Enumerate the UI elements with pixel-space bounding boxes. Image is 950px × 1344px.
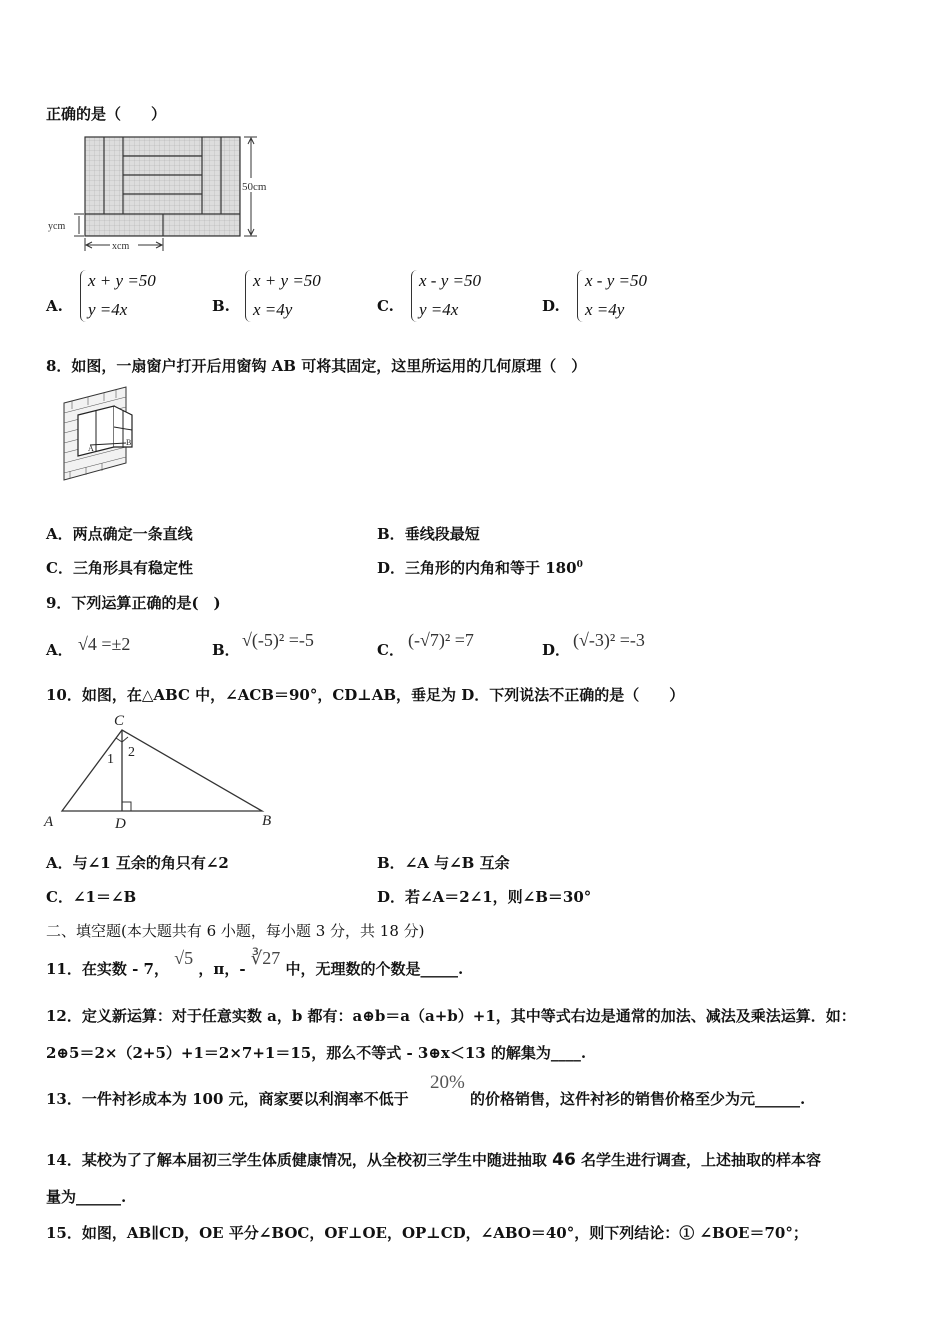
q8-figure-window [60,385,142,482]
q7-option-a-brace [80,270,86,322]
q7-option-c-eq1: x - y =50 [419,271,481,290]
q7-option-a-eq2: y =4x [88,300,128,319]
q13-prefix: 13．一件衬衫成本为 100 元，商家要以利润率不低于 [46,1090,409,1108]
q12-line1: 12．定义新运算：对于任意实数 a，b 都有：a⊕b＝a（a+b）+1，其中等式右边是通常的加法、减法及乘法运算．如： [46,1007,856,1025]
q9-option-a-letter[interactable]: A． [46,641,73,659]
q9-option-d-letter[interactable]: D． [542,641,571,659]
q8-stem: 8．如图，一扇窗户打开后用窗钩 AB 可将其固定，这里所运用的几何原理（ ） [46,357,587,375]
q8-option-c-text: 三角形具有稳定性 [72,559,193,577]
q10-label-d: D [115,816,126,832]
section-2-title: 二、填空题(本大题共有 6 小题，每小题 3 分，共 18 分) [46,922,425,940]
q9-option-c-expr: (-√7)² =7 [408,630,474,650]
q10-label-angle1: 1 [107,752,114,767]
q8-label-b: B [126,438,132,447]
q7-option-c-system [419,266,481,324]
q10-option-d-text: 若∠A＝2∠1，则∠B＝30° [405,888,592,906]
q14-line1-b: 名学生进行调查，上述抽取的样本容 [575,1151,822,1169]
q7-option-c-eq2: y =4x [419,300,459,319]
q7-figure-rectangle [44,130,314,255]
q10-label-c: C [114,713,125,729]
q10-label-a: A [44,814,54,830]
q7-option-c-letter[interactable]: C. [377,297,394,315]
q10-option-c-letter: C． [46,888,73,906]
q10-figure-triangle [40,710,280,835]
q10-option-d[interactable] [377,886,591,907]
q10-option-b[interactable] [377,852,510,873]
q15-stem: 15．如图，AB∥CD，OE 平分∠BOC，OF⊥OE，OP⊥CD，∠ABO＝40°，则下列结论：① ∠BOE＝70°； [46,1224,808,1242]
q7-option-b-brace [245,270,251,322]
q8-option-b-letter: B． [377,525,405,543]
q13-suffix: 的价格销售，这件衬衫的销售价格至少为元______. [470,1090,806,1108]
q10-option-b-letter: B． [377,854,405,872]
q9-option-c-letter[interactable]: C． [377,641,404,659]
q9-stem: 9．下列运算正确的是( ) [46,594,221,612]
q8-option-c[interactable] [46,557,193,578]
q13-percent: 20% [430,1072,465,1093]
q10-option-b-text: ∠A 与∠B 互余 [404,854,510,872]
q7-label-50cm: 50cm [242,181,267,193]
q8-option-c-letter: C． [46,559,73,577]
q11-line [46,948,464,979]
q11-sqrt5: √5 [174,948,194,968]
q7-label-xcm: xcm [112,241,130,252]
q14-line1-a: 14．某校为了了解本届初三学生体质健康情况，从全校初三学生中随进抽取 [46,1151,553,1169]
q10-option-a[interactable] [46,852,229,873]
q14-line1 [46,1149,821,1170]
q10-option-c-text: ∠1＝∠B [72,888,137,906]
q8-option-b-text: 垂线段最短 [404,525,480,543]
q8-option-d[interactable] [377,557,583,578]
q7-option-b-eq2: x =4y [253,300,293,319]
q7-option-b-eq1: x + y =50 [253,271,321,290]
q9-option-b-letter[interactable]: B． [212,641,240,659]
q7-option-a-system [88,266,156,324]
q14-number: 46 [552,1150,576,1170]
q12-line2: 2⊕5＝2×（2+5）+1＝2×7+1＝15，那么不等式 - 3⊕x＜13 的解集为____. [46,1044,587,1062]
q7-option-d-system [585,266,647,324]
q7-option-a-eq1: x + y =50 [88,271,156,290]
q7-option-b-system [253,266,321,324]
q7-option-b-letter[interactable]: B. [212,297,230,315]
q7-option-d-eq2: x =4y [585,300,625,319]
q8-label-a: A [88,444,94,453]
q7-option-c-brace [411,270,417,322]
q8-option-b[interactable] [377,523,480,544]
q9-option-b-expr: √(-5)² =-5 [242,630,314,650]
q14-line2: 量为______. [46,1188,127,1206]
q8-option-a[interactable] [46,523,193,544]
q7-option-d-eq1: x - y =50 [585,271,647,290]
q11-mid: ，π，- [198,960,246,978]
q9-option-d-expr: (√-3)² =-3 [573,630,645,650]
q7-option-a-letter[interactable]: A. [46,297,63,315]
q11-cbrt27: ∛27 [250,948,281,968]
q10-option-a-text: 与∠1 互余的角只有∠2 [72,854,229,872]
q10-option-a-letter: A． [46,854,73,872]
q7-option-d-letter[interactable]: D. [542,297,560,315]
q10-option-c[interactable] [46,886,136,907]
q8-option-d-text: 三角形的内角和等于 180 [405,559,577,577]
q10-stem: 10．如图，在△ABC 中，∠ACB＝90°，CD⊥AB，垂足为 D．下列说法不正确的是（ ） [46,686,685,704]
q7-option-d-brace [577,270,583,322]
q7-stem-tail: 正确的是（ ） [46,105,167,123]
q11-suffix: 中，无理数的个数是_____. [285,960,464,978]
q8-option-a-text: 两点确定一条直线 [72,525,193,543]
q10-option-d-letter: D． [377,888,406,906]
q8-option-d-sup: 0 [576,560,583,570]
q11-prefix: 11．在实数 - 7， [46,960,169,978]
q9-option-a-expr: √4 =±2 [78,634,131,654]
q7-label-ycm: ycm [48,221,66,232]
q10-label-angle2: 2 [128,745,135,760]
q10-label-b: B [262,813,272,829]
q8-option-d-letter: D． [377,559,406,577]
q8-option-a-letter: A． [46,525,73,543]
